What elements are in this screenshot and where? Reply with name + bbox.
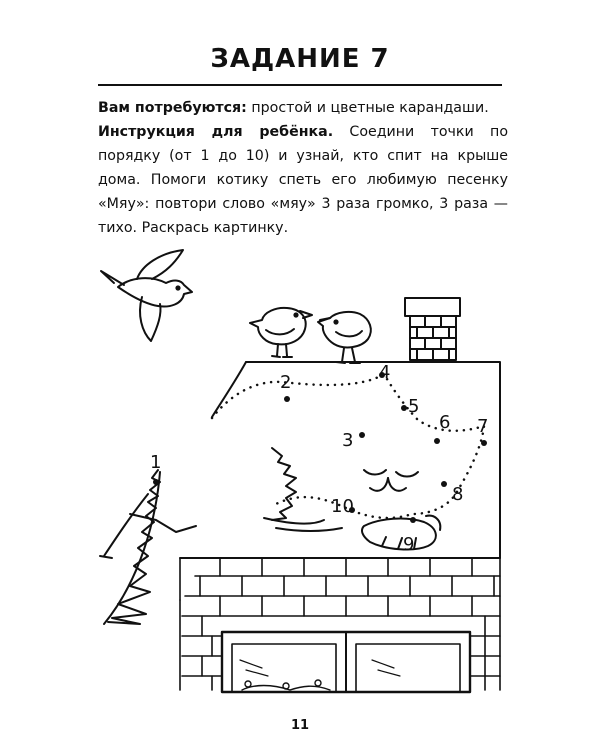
- window: [222, 632, 470, 692]
- chimney: [405, 298, 460, 360]
- flying-bird-icon: [101, 250, 192, 341]
- sitting-bird-left-icon: [250, 308, 312, 357]
- cat-face: [364, 470, 418, 491]
- dot-3: [359, 432, 365, 438]
- sitting-bird-right-icon: [318, 312, 371, 363]
- dot-label-10: 10: [331, 496, 354, 517]
- task-title: ЗАДАНИЕ 7: [210, 44, 390, 74]
- dot-label-7: 7: [477, 416, 489, 437]
- dot-9: [410, 517, 416, 523]
- dot-label-8: 8: [452, 484, 464, 505]
- dot-number-labels: [150, 362, 488, 555]
- dot-label-5: 5: [408, 396, 420, 417]
- dot-label-1: 1: [150, 452, 162, 473]
- numbered-dots: [153, 372, 487, 523]
- dot-8: [441, 481, 447, 487]
- brick-wall: [180, 558, 500, 690]
- dot-label-3: 3: [342, 430, 354, 451]
- dot-2: [284, 396, 290, 402]
- dot-label-6: 6: [439, 412, 451, 433]
- dot-label-2: 2: [280, 372, 292, 393]
- cat-body: [130, 448, 440, 549]
- dot-7: [481, 440, 487, 446]
- materials-text: простой и цветные карандаши.: [246, 100, 489, 116]
- instruction-label: Инструкция для ребёнка.: [98, 124, 334, 140]
- instruction-text: Соедини точки по порядку (от 1 до 10) и узнай, кто спит на крыше дома. Помоги котику спеть его любимую песенку «Мяу»: повтори слово «мяу» 3 раза громко, 3 раза — тихо. Раскрась картинку.: [98, 124, 508, 236]
- dot-1: [153, 479, 159, 485]
- dot-5: [401, 405, 407, 411]
- dot-label-4: 4: [379, 362, 391, 383]
- dot-6: [434, 438, 440, 444]
- flower-pot-icon: [242, 680, 330, 690]
- page-number: 11: [290, 718, 310, 733]
- cat-tail: [104, 470, 160, 624]
- materials-label: Вам потребуются:: [98, 100, 247, 116]
- dot-label-9: 9: [403, 534, 415, 555]
